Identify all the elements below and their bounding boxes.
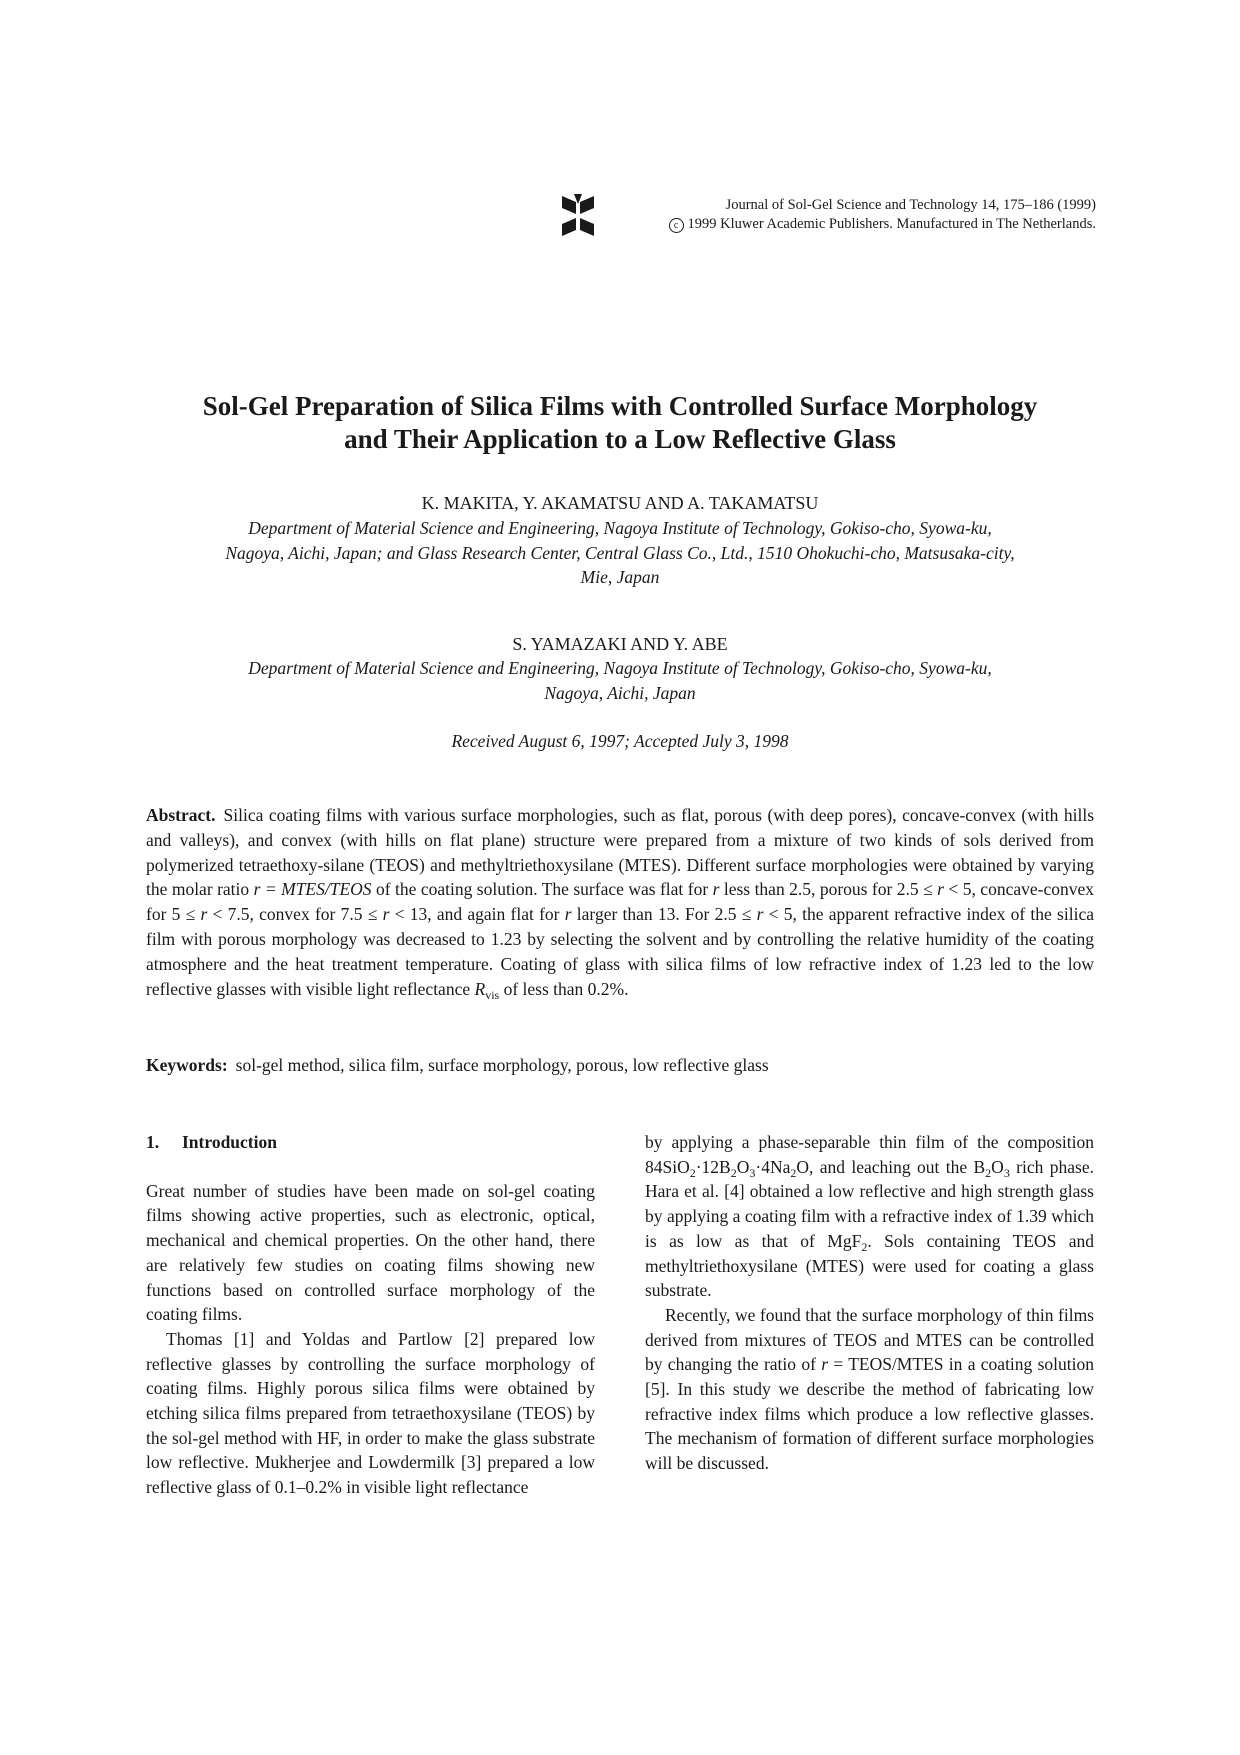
- affiliation-2-line-1: Department of Material Science and Engineering, Nagoya Institute of Technology, Gokiso-cho, Syowa-ku,: [248, 658, 992, 678]
- paragraph-text: rich phase. Hara et al. [4] obtained a low reflective and high strength glass by applying a coating film with a refractive index of 1.39 which is as low as that of MgF: [645, 1156, 1094, 1251]
- paragraph: [645, 1130, 1094, 1303]
- abstract-label: Abstract.: [146, 805, 216, 825]
- journal-line-2-text: 1999 Kluwer Academic Publishers. Manufactured in The Netherlands.: [687, 216, 1096, 232]
- paragraph: Thomas [1] and Yoldas and Partlow [2] prepared low reflective glasses by controlling the surface morphology of coating films. Highly porous silica films were obtained by etching silica films prepared from tetraethoxysilane (TEOS) by the sol-gel method with HF, in order to make the glass substrate low reflective. Mukherjee and Lowdermilk [3] prepared a low reflective glass of 0.1–0.2% in visible light reflectance: [146, 1328, 595, 1498]
- abstract-r-var: r: [382, 904, 390, 925]
- paragraph-text: O: [991, 1156, 1004, 1177]
- right-column: [645, 1130, 1094, 1476]
- abstract-r-var: r: [756, 904, 764, 925]
- abstract-text: larger than 13. For 2.5 ≤: [571, 904, 757, 925]
- subscript: 2: [861, 1239, 868, 1254]
- affiliation-1-line-3: Mie, Japan: [580, 567, 660, 587]
- abstract-rvis-symbol: R: [474, 978, 486, 999]
- paragraph: [645, 1303, 1094, 1476]
- keywords: [146, 1053, 1094, 1077]
- abstract-ratio-definition: r = MTES/TEOS: [253, 879, 372, 900]
- abstract-text: less than 2.5, porous for 2.5 ≤: [719, 879, 938, 900]
- abstract-text: of less than 0.2%.: [499, 978, 629, 999]
- paragraph-text: O: [736, 1156, 750, 1177]
- paragraph: Great number of studies have been made on sol-gel coating films showing active properties, such as electronic, optical, mechanical and chemical properties. On the other hand, there are relatively few studies on coating films showing new functions based on controlled surface morphology of the coating films.: [146, 1180, 595, 1325]
- abstract-r-var: r: [937, 879, 944, 900]
- abstract-r-var: r: [200, 904, 208, 925]
- r-var: r: [821, 1354, 829, 1375]
- paragraph-text: O, and leaching out the B: [796, 1156, 986, 1177]
- paragraph-text: by applying a phase-separable thin film of the composition 84SiO: [645, 1132, 1094, 1177]
- abstract-text: < 13, and again flat for: [389, 904, 565, 925]
- paper-title: [120, 390, 1120, 456]
- affiliation-1: [130, 516, 1110, 590]
- left-column: [146, 1130, 595, 1500]
- affiliation-2-line-2: Nagoya, Aichi, Japan: [544, 682, 696, 703]
- affiliation-1-line-1: Department of Material Science and Engineering, Nagoya Institute of Technology, Gokiso-cho, Syowa-ku,: [248, 518, 992, 538]
- title-line-2: and Their Application to a Low Reflective Glass: [344, 424, 896, 454]
- section-heading: [146, 1130, 595, 1155]
- journal-line-1: Journal of Sol-Gel Science and Technology 14, 175–186 (1999): [725, 197, 1096, 213]
- abstract-text: < 7.5, convex for 7.5 ≤: [207, 904, 383, 925]
- subscript: 2: [730, 1165, 737, 1180]
- abstract-r-var: r: [712, 879, 720, 900]
- journal-header: [560, 194, 1096, 240]
- subscript: 3: [1003, 1165, 1010, 1180]
- title-line-1: Sol-Gel Preparation of Silica Films with Controlled Surface Morphology: [202, 391, 1038, 421]
- abstract-text: of the coating solution. The surface was flat for: [371, 879, 713, 900]
- kluwer-logo-icon: [560, 194, 596, 238]
- paragraph-text: = TEOS/MTES in a coating solution [5]. In this study we describe the method of fabricating low refractive index films which produce a low reflective glasses. The mechanism of formation of different surface morphologies will be discussed.: [645, 1354, 1094, 1474]
- author-names-2: S. YAMAZAKI AND Y. ABE: [512, 634, 728, 654]
- journal-line-2: [669, 215, 1096, 234]
- keywords-text: sol-gel method, silica film, surface morphology, porous, low reflective glass: [235, 1055, 769, 1075]
- affiliation-1-line-2: Nagoya, Aichi, Japan; and Glass Research Center, Central Glass Co., Ltd., 1510 Ohokuchi-cho, Matsusaka-city,: [225, 542, 1015, 563]
- abstract-text: < 5, concave-convex for 5 ≤: [146, 879, 1094, 925]
- author-names-1: K. MAKITA, Y. AKAMATSU AND A. TAKAMATSU: [421, 493, 819, 513]
- received-dates: Received August 6, 1997; Accepted July 3, 1998: [451, 731, 789, 751]
- affiliation-2: [130, 656, 1110, 705]
- subscript: 3: [749, 1165, 756, 1180]
- section-number: 1.: [146, 1132, 160, 1152]
- abstract-text: < 5, the apparent refractive index of the silica film with porous morphology was decreased to 1.23 by selecting the solvent and by controlling the relative humidity of the coating atmosphere and the heat treatment temperature. Coating of glass with silica films of low refractive index of 1.23 led to the low reflective glasses with visible light reflectance: [146, 904, 1094, 999]
- subscript: 2: [689, 1165, 696, 1180]
- paragraph-text: Recently, we found that the surface morphology of thin films derived from mixtures of TEOS and MTES can be controlled by changing the ratio of: [645, 1304, 1094, 1375]
- subscript: 2: [790, 1165, 797, 1180]
- journal-citation: [669, 196, 1096, 234]
- paragraph-text: ·12B: [695, 1156, 731, 1177]
- abstract-rvis-subscript: vis: [485, 987, 500, 1002]
- abstract-text: Silica coating films with various surface morphologies, such as flat, porous (with deep pores), concave-convex (with hills and valleys), and convex (with hills on flat plane) structure were prepared from a mixture of two kinds of sols derived from polymerized tetraethoxy-silane (TEOS) and methyltriethoxysilane (MTES). Different surface morphologies were obtained by varying the molar ratio: [146, 805, 1094, 900]
- section-title: Introduction: [182, 1132, 277, 1152]
- paragraph-text: . Sols containing TEOS and methyltriethoxysilane (MTES) were used for coating a glass substrate.: [645, 1230, 1094, 1301]
- keywords-label: Keywords:: [146, 1055, 228, 1075]
- copyright-icon: c: [669, 218, 684, 233]
- abstract: [146, 803, 1094, 1001]
- subscript: 2: [985, 1165, 992, 1180]
- abstract-r-var: r: [564, 904, 572, 925]
- paragraph-text: ·4Na: [755, 1156, 791, 1177]
